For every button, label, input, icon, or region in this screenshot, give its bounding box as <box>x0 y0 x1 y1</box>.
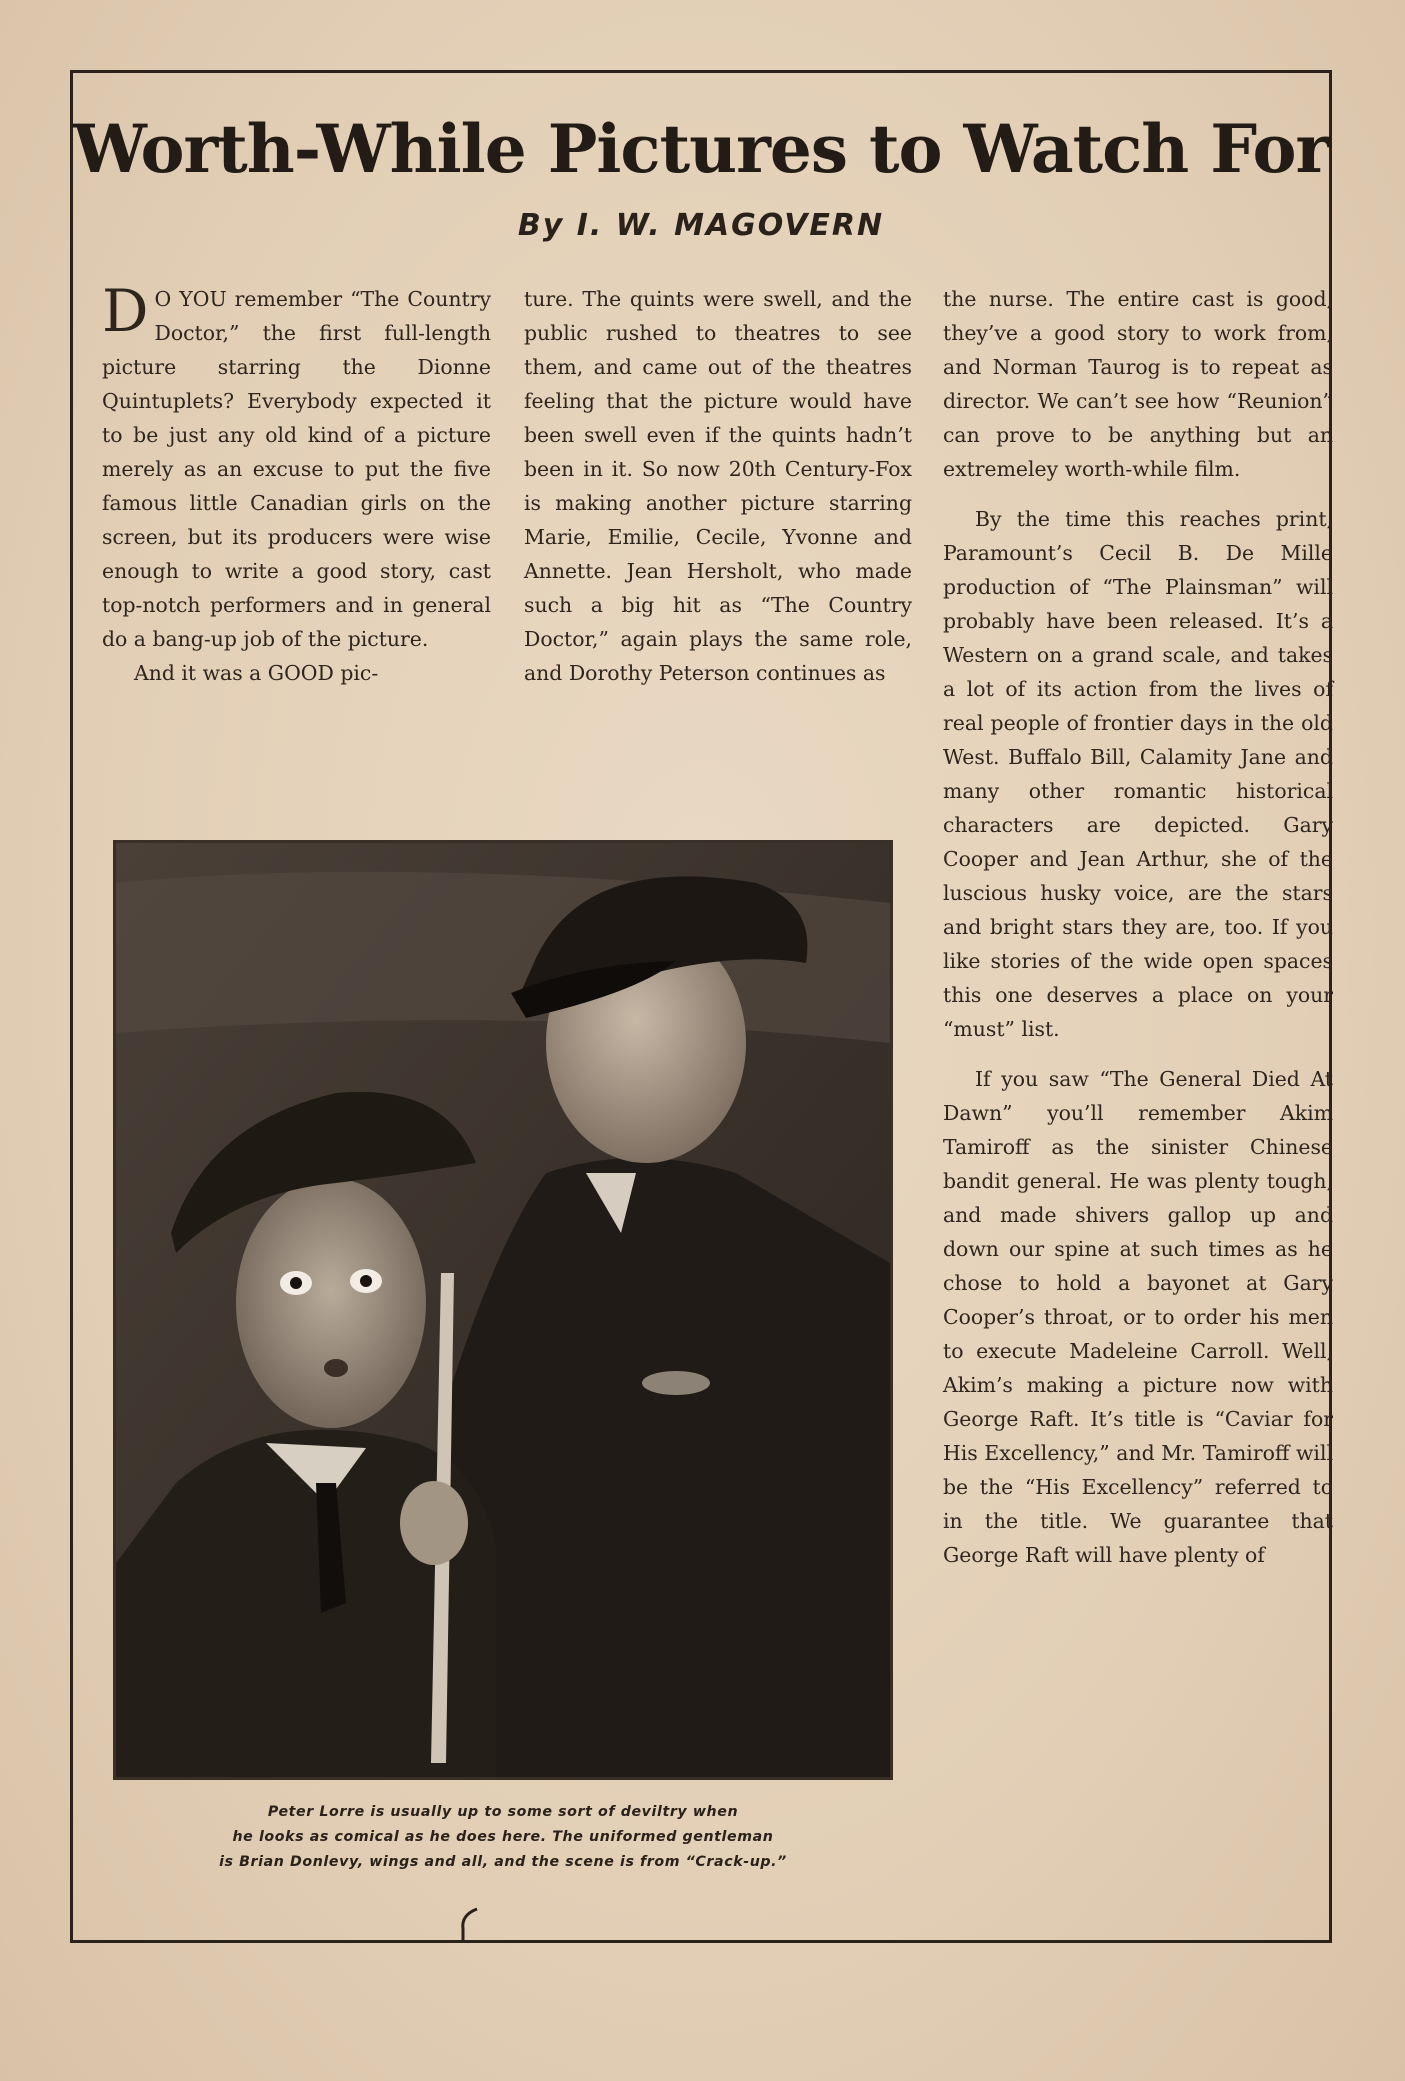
article-byline: By I. W. MAGOVERN <box>517 208 885 243</box>
text-column-3 <box>943 282 1333 1572</box>
paragraph: By the time this reaches print, Paramount’s Cecil B. De Mille production of “The Plainsman” will probably have been released. It’s a Western on a grand scale, and takes a lot of its action from the lives of real people of frontier days in the old West. Buffalo Bill, Calamity Jane and many other romantic historical characters are depicted. Gary Cooper and Jean Arthur, she of the luscious husky voice, are the stars and bright stars they are, too. If you like stories of the wide open spaces this one deserves a place on your “must” list. <box>943 507 1333 1041</box>
film-still-photo <box>113 840 893 1780</box>
photo-illustration <box>116 843 890 1777</box>
paragraph <box>102 277 491 656</box>
caption-line: he looks as comical as he does here. The uniformed gentleman <box>232 1829 774 1845</box>
article-title: Worth-While Pictures to Watch For <box>72 110 1330 188</box>
drop-cap: D <box>102 277 149 345</box>
caption-line: is Brian Donlevy, wings and all, and the scene is from “Crack-up.” <box>219 1854 787 1870</box>
text-column-1 <box>102 277 491 690</box>
paragraph: If you saw “The General Died At Dawn” you’ll remember Akim Tamiroff as the sinister Chinese bandit general. He was plenty tough, and made shivers gallop up and down our spine at such times as he chose to hold a bayonet at Gary Cooper’s throat, or to order his men to execute Madeleine Carroll. Well, Akim’s making a picture now with George Raft. It’s title is “Caviar for His Excellency,” and Mr. Tamiroff will be the “His Excellency” referred to in the title. We guarantee that George Raft will have plenty of <box>943 1067 1333 1567</box>
paragraph: And it was a GOOD pic- <box>134 661 379 685</box>
paragraph-text: O YOU remember “The Country Doctor,” the first full-length picture starring the Dionne Quintuplets? Everybody expected it to be just any old kind of a picture merely as an excuse to put the five famous little Canadian girls on the screen, but its producers were wise enough to write a good story, cast top-notch performers and in general do a bang-up job of the picture. <box>102 287 491 651</box>
paragraph: ture. The quints were swell, and the public rushed to theatres to see them, and came out of the theatres feeling that the picture would have been swell even if the quints hadn’t been in it. So now 20th Century-Fox is making another picture starring Marie, Emilie, Cecile, Yvonne and Annette. Jean Hersholt, who made such a big hit as “The Country Doctor,” again plays the same role, and Dorothy Peterson continues as <box>524 287 912 685</box>
pen-mark-decoration <box>455 1905 485 1945</box>
photo-caption <box>113 1800 893 1875</box>
paragraph: the nurse. The entire cast is good, they’ve a good story to work from, and Norman Taurog is to repeat as director. We can’t see how “Reunion” can prove to be anything but an extremeley worth-while film. <box>943 287 1333 481</box>
caption-line: Peter Lorre is usually up to some sort of deviltry when <box>267 1804 739 1820</box>
text-column-2 <box>524 282 912 690</box>
